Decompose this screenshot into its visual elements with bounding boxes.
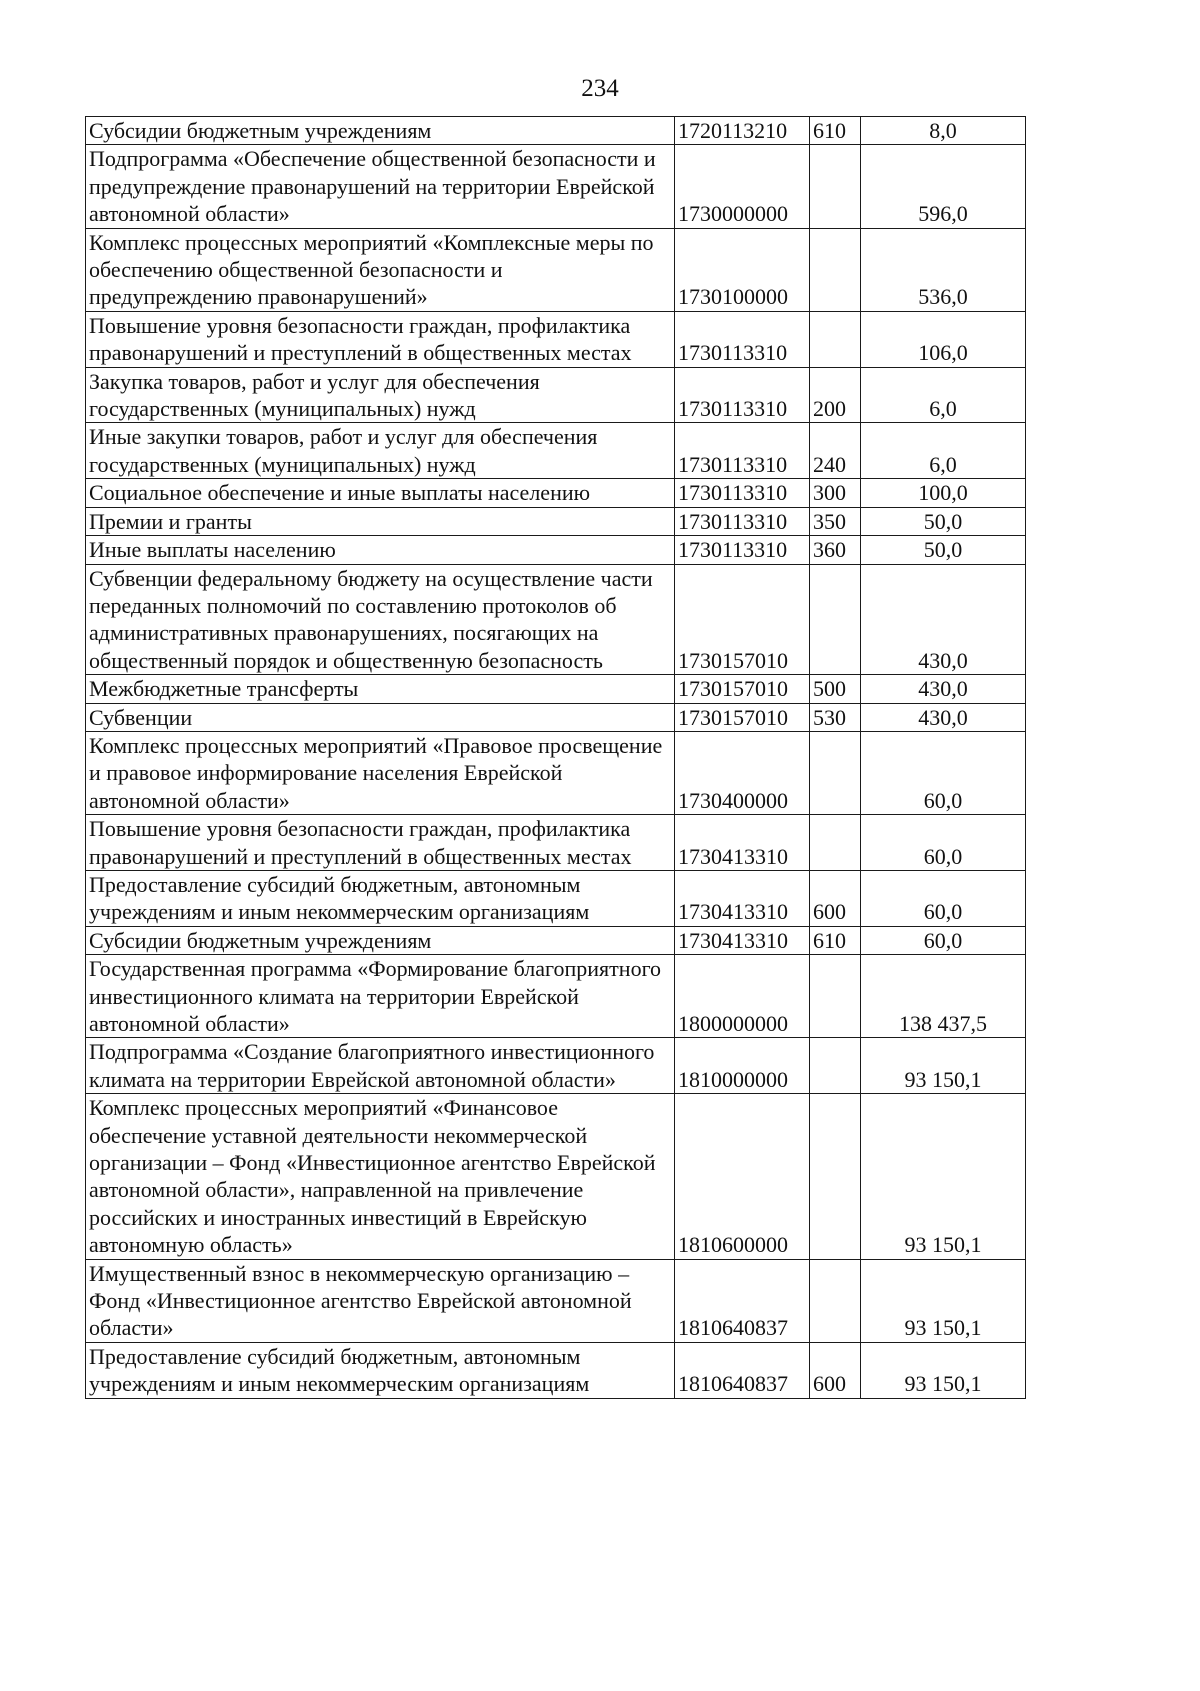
target-article-code-cell: 1730113310: [675, 367, 810, 423]
item-name-cell: Премии и гранты: [86, 507, 675, 535]
item-name-cell: Закупка товаров, работ и услуг для обеспечения государственных (муниципальных) нужд: [86, 367, 675, 423]
amount-cell: 60,0: [861, 926, 1026, 954]
budget-table-body: [86, 117, 1026, 1399]
expense-type-code-cell: 500: [810, 675, 861, 703]
expense-type-code-cell: [810, 1259, 861, 1342]
table-row: [86, 564, 1026, 675]
amount-cell: 536,0: [861, 228, 1026, 311]
expense-type-code-cell: [810, 228, 861, 311]
item-name-cell: Предоставление субсидий бюджетным, автономным учреждениям и иным некоммерческим организациям: [86, 1342, 675, 1398]
table-row: [86, 507, 1026, 535]
amount-cell: 50,0: [861, 507, 1026, 535]
amount-cell: 6,0: [861, 367, 1026, 423]
item-name-cell: Предоставление субсидий бюджетным, автономным учреждениям и иным некоммерческим организациям: [86, 870, 675, 926]
target-article-code-cell: 1730157010: [675, 675, 810, 703]
item-name-cell: Межбюджетные трансферты: [86, 675, 675, 703]
expense-type-code-cell: [810, 731, 861, 814]
amount-cell: 60,0: [861, 870, 1026, 926]
item-name-cell: Социальное обеспечение и иные выплаты населению: [86, 479, 675, 507]
target-article-code-cell: 1730113310: [675, 311, 810, 367]
amount-cell: 6,0: [861, 423, 1026, 479]
table-row: [86, 117, 1026, 145]
item-name-cell: Комплекс процессных мероприятий «Финансовое обеспечение уставной деятельности некоммерческой организации – Фонд «Инвестиционное агентство Еврейской автономной области», направленной на привлечение российских и иностранных инвестиций в Еврейскую автономную область»: [86, 1094, 675, 1259]
table-row: [86, 423, 1026, 479]
item-name-cell: Субвенции федеральному бюджету на осуществление части переданных полномочий по составлению протоколов об административных правонарушениях, посягающих на общественный порядок и общественную безопасность: [86, 564, 675, 675]
target-article-code-cell: 1730113310: [675, 479, 810, 507]
table-row: [86, 145, 1026, 228]
table-row: [86, 955, 1026, 1038]
table-row: [86, 479, 1026, 507]
expense-type-code-cell: 360: [810, 536, 861, 564]
amount-cell: 60,0: [861, 731, 1026, 814]
amount-cell: 8,0: [861, 117, 1026, 145]
expense-type-code-cell: 600: [810, 870, 861, 926]
amount-cell: 93 150,1: [861, 1038, 1026, 1094]
item-name-cell: Повышение уровня безопасности граждан, профилактика правонарушений и преступлений в общественных местах: [86, 815, 675, 871]
target-article-code-cell: 1810000000: [675, 1038, 810, 1094]
target-article-code-cell: 1730413310: [675, 870, 810, 926]
item-name-cell: Имущественный взнос в некоммерческую организацию – Фонд «Инвестиционное агентство Еврейской автономной области»: [86, 1259, 675, 1342]
table-row: [86, 926, 1026, 954]
expense-type-code-cell: 300: [810, 479, 861, 507]
item-name-cell: Подпрограмма «Обеспечение общественной безопасности и предупреждение правонарушений на территории Еврейской автономной области»: [86, 145, 675, 228]
target-article-code-cell: 1730157010: [675, 564, 810, 675]
expense-type-code-cell: 530: [810, 703, 861, 731]
expense-type-code-cell: [810, 145, 861, 228]
item-name-cell: Комплекс процессных мероприятий «Правовое просвещение и правовое информирование населения Еврейской автономной области»: [86, 731, 675, 814]
page-number: 234: [581, 75, 619, 102]
item-name-cell: Субсидии бюджетным учреждениям: [86, 117, 675, 145]
table-row: [86, 311, 1026, 367]
table-row: [86, 703, 1026, 731]
expense-type-code-cell: 350: [810, 507, 861, 535]
table-row: [86, 815, 1026, 871]
expense-type-code-cell: [810, 1038, 861, 1094]
target-article-code-cell: 1720113210: [675, 117, 810, 145]
item-name-cell: Иные закупки товаров, работ и услуг для обеспечения государственных (муниципальных) нужд: [86, 423, 675, 479]
expense-type-code-cell: [810, 311, 861, 367]
amount-cell: 93 150,1: [861, 1342, 1026, 1398]
target-article-code-cell: 1730113310: [675, 536, 810, 564]
item-name-cell: Повышение уровня безопасности граждан, профилактика правонарушений и преступлений в общественных местах: [86, 311, 675, 367]
amount-cell: 100,0: [861, 479, 1026, 507]
table-row: [86, 1094, 1026, 1259]
amount-cell: 138 437,5: [861, 955, 1026, 1038]
amount-cell: 93 150,1: [861, 1259, 1026, 1342]
table-row: [86, 228, 1026, 311]
amount-cell: 93 150,1: [861, 1094, 1026, 1259]
target-article-code-cell: 1810640837: [675, 1259, 810, 1342]
expense-type-code-cell: 610: [810, 117, 861, 145]
expense-type-code-cell: 610: [810, 926, 861, 954]
table-row: [86, 675, 1026, 703]
expense-type-code-cell: [810, 955, 861, 1038]
target-article-code-cell: 1730400000: [675, 731, 810, 814]
item-name-cell: Государственная программа «Формирование благоприятного инвестиционного климата на территории Еврейской автономной области»: [86, 955, 675, 1038]
item-name-cell: Субвенции: [86, 703, 675, 731]
amount-cell: 596,0: [861, 145, 1026, 228]
amount-cell: 430,0: [861, 703, 1026, 731]
target-article-code-cell: 1730000000: [675, 145, 810, 228]
table-row: [86, 1038, 1026, 1094]
table-row: [86, 536, 1026, 564]
target-article-code-cell: 1810640837: [675, 1342, 810, 1398]
amount-cell: 50,0: [861, 536, 1026, 564]
table-row: [86, 1342, 1026, 1398]
target-article-code-cell: 1730157010: [675, 703, 810, 731]
target-article-code-cell: 1730413310: [675, 815, 810, 871]
item-name-cell: Подпрограмма «Создание благоприятного инвестиционного климата на территории Еврейской автономной области»: [86, 1038, 675, 1094]
table-row: [86, 367, 1026, 423]
target-article-code-cell: 1730113310: [675, 507, 810, 535]
item-name-cell: Комплекс процессных мероприятий «Комплексные меры по обеспечению общественной безопасности и предупреждению правонарушений»: [86, 228, 675, 311]
table-row: [86, 1259, 1026, 1342]
target-article-code-cell: 1810600000: [675, 1094, 810, 1259]
expense-type-code-cell: 600: [810, 1342, 861, 1398]
budget-table: [85, 116, 1026, 1399]
target-article-code-cell: 1730100000: [675, 228, 810, 311]
expense-type-code-cell: [810, 815, 861, 871]
amount-cell: 430,0: [861, 675, 1026, 703]
amount-cell: 430,0: [861, 564, 1026, 675]
target-article-code-cell: 1730113310: [675, 423, 810, 479]
target-article-code-cell: 1730413310: [675, 926, 810, 954]
target-article-code-cell: 1800000000: [675, 955, 810, 1038]
expense-type-code-cell: [810, 564, 861, 675]
expense-type-code-cell: [810, 1094, 861, 1259]
item-name-cell: Иные выплаты населению: [86, 536, 675, 564]
item-name-cell: Субсидии бюджетным учреждениям: [86, 926, 675, 954]
expense-type-code-cell: 200: [810, 367, 861, 423]
table-row: [86, 731, 1026, 814]
table-row: [86, 870, 1026, 926]
amount-cell: 60,0: [861, 815, 1026, 871]
expense-type-code-cell: 240: [810, 423, 861, 479]
amount-cell: 106,0: [861, 311, 1026, 367]
